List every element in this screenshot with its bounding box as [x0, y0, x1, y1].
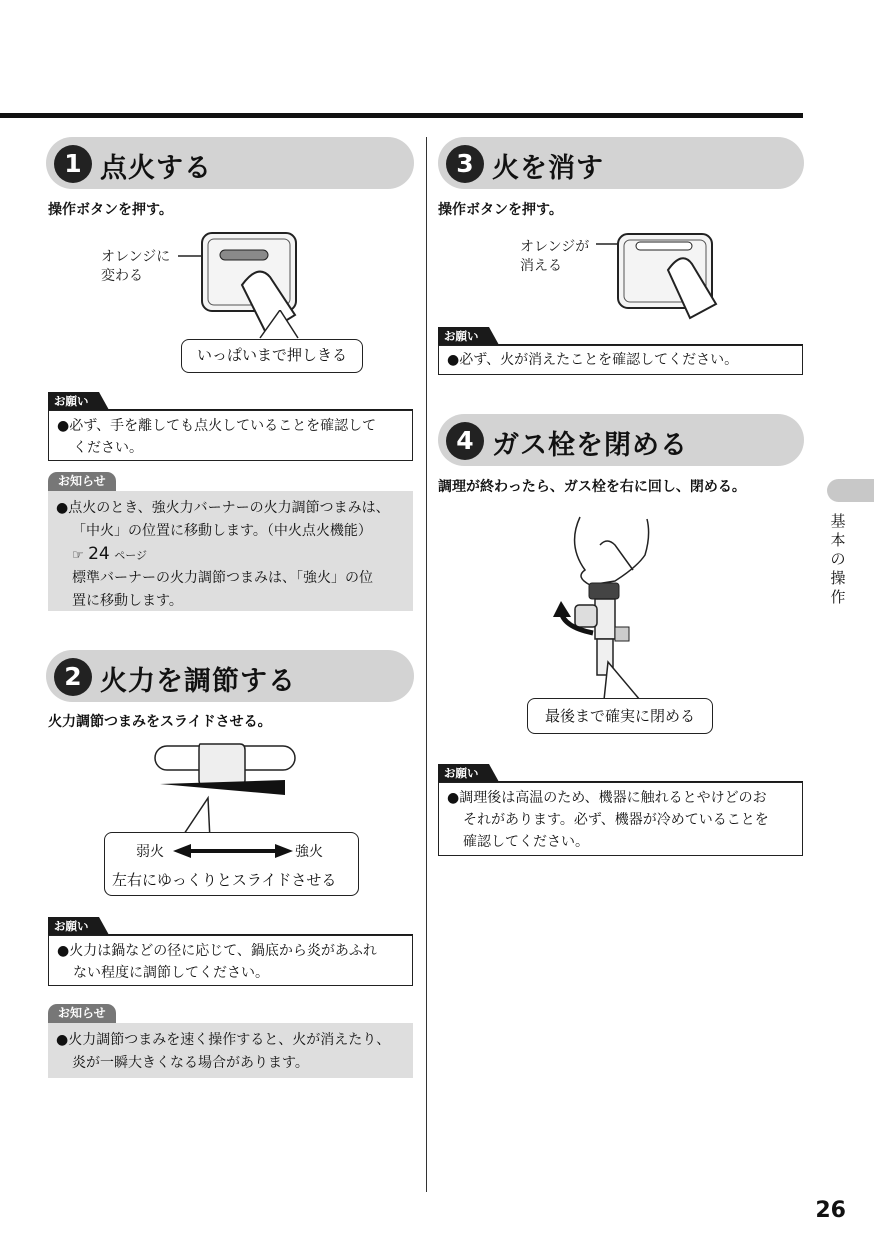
step-number: 1 [54, 145, 92, 183]
left-right-arrow-icon [171, 843, 295, 859]
info-line: ●点火のとき、強火力バーナーの火力調節つまみは、 [56, 500, 390, 516]
step-number: 3 [446, 145, 484, 183]
reference-hand-icon: ☞ [72, 548, 84, 563]
top-rule [0, 113, 803, 118]
info-box [48, 1023, 413, 1078]
section-title: ガス栓を閉める [492, 430, 688, 461]
fig3-label [520, 238, 589, 276]
request-line: ください。 [73, 440, 143, 456]
page-number: 26 [815, 1198, 846, 1223]
section-3-header [438, 137, 804, 189]
section-title: 火力を調節する [100, 666, 296, 697]
step-number: 2 [54, 658, 92, 696]
chapter-label: 基本の操作 [830, 512, 846, 606]
info-line: 置に移動します。 [72, 593, 183, 609]
weak-label: 弱火 [136, 844, 164, 860]
request-line: ●必ず、手を離しても点火していることを確認して [57, 418, 377, 434]
section-2-header [46, 650, 414, 702]
request-tag: お願い [438, 327, 489, 345]
section-4-header [438, 414, 804, 466]
request-line: ●調理後は高温のため、機器に触れるとやけどのお [447, 790, 767, 806]
strong-label: 強火 [295, 844, 323, 860]
extinguish-button-illustration [590, 220, 720, 320]
request-tag: お願い [48, 392, 99, 410]
chapter-tab [827, 479, 874, 502]
request-tag: お願い [438, 764, 489, 782]
info-tag: お知らせ [48, 1004, 116, 1023]
request-line: 確認してください。 [463, 834, 589, 850]
section-title: 火を消す [492, 153, 604, 184]
request-box [48, 410, 413, 461]
fig2-callout [104, 832, 359, 896]
fig2-callout-text: 左右にゆっくりとスライドさせる [112, 871, 337, 889]
page-reference [56, 543, 405, 567]
fig4-callout: 最後まで確実に閉める [527, 698, 713, 734]
info-line: 炎が一瞬大きくなる場合があります。 [72, 1055, 309, 1071]
fig3-label-line2: 消える [520, 258, 562, 274]
request-line: ●火力は鍋などの径に応じて、鍋底から炎があふれ [57, 943, 377, 959]
step-number: 4 [446, 422, 484, 460]
info-tag: お知らせ [48, 472, 116, 491]
info-line: 標準バーナーの火力調節つまみは、「強火」の位 [72, 570, 373, 586]
fig1-label [101, 248, 170, 286]
slider-knob-illustration [100, 740, 365, 840]
section-2-instruction: 火力調節つまみをスライドさせる。 [48, 714, 272, 730]
request-line: それがあります。必ず、機器が冷めていることを [463, 812, 769, 828]
section-3-instruction: 操作ボタンを押す。 [438, 202, 563, 218]
column-divider [426, 137, 427, 1192]
info-line: ●火力調節つまみを速く操作すると、火が消えたり、 [56, 1032, 391, 1048]
request-box [438, 782, 803, 856]
section-1-header [46, 137, 414, 189]
fig1-label-line1: オレンジに [101, 249, 171, 265]
section-1-instruction: 操作ボタンを押す。 [48, 202, 173, 218]
request-box [48, 935, 413, 986]
request-box [438, 345, 803, 375]
section-4-instruction: 調理が終わったら、ガス栓を右に回し、閉める。 [438, 479, 746, 495]
info-line: 「中火」の位置に移動します。（中火点火機能） [72, 523, 372, 539]
reference-page-number: 24 [88, 544, 110, 564]
request-line: ない程度に調節してください。 [73, 965, 269, 981]
request-tag: お願い [48, 917, 99, 935]
fig3-label-line1: オレンジが [520, 239, 590, 255]
fig1-callout: いっぱいまで押しきる [181, 339, 363, 373]
info-box [48, 491, 413, 611]
fig1-label-line2: 変わる [101, 268, 143, 284]
callout-pointer [590, 660, 670, 700]
reference-suffix: ページ [114, 549, 147, 562]
request-line: ●必ず、火が消えたことを確認してください。 [447, 352, 739, 368]
section-title: 点火する [100, 153, 212, 184]
